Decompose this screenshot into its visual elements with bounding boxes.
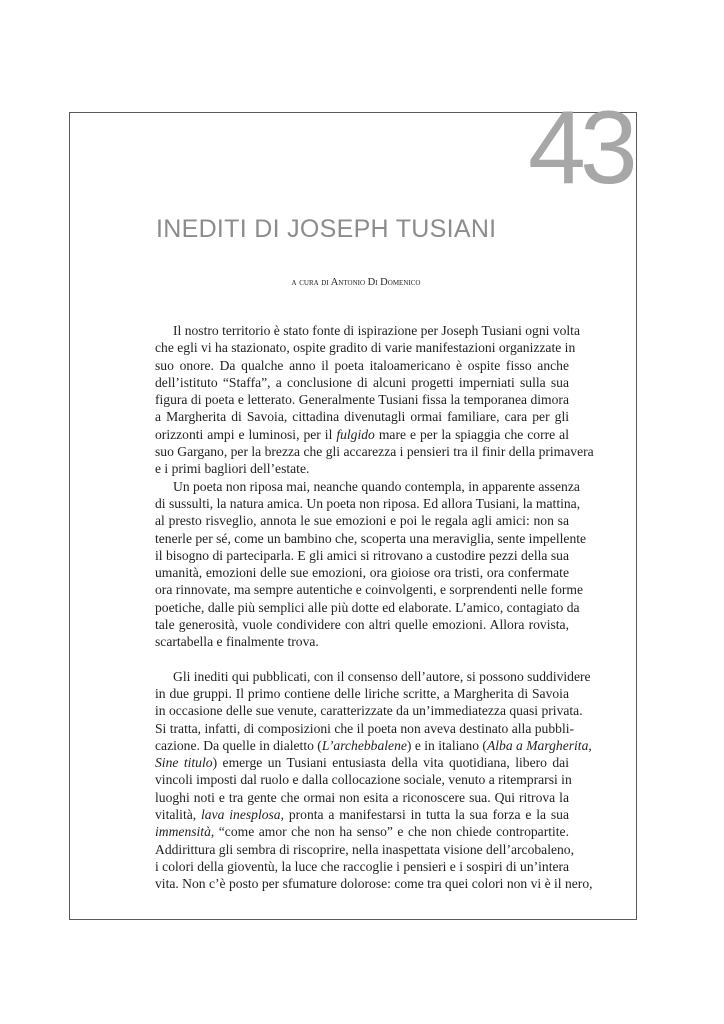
text-run: tenerle per sé, come un bambino che, scoperta una meraviglia, sente impellente (155, 530, 587, 546)
text-run: vincoli imposti dal ruolo e dalla collocazione sociale, venuto a ritemprarsi in (155, 772, 572, 788)
text-run: tale generosità, vuole condividere con altri quelle emozioni. Allora rovista, (155, 617, 569, 633)
text-run: in occasione delle sue venute, caratterizzate da un’immediatezza quasi privata. (155, 703, 583, 719)
text-line (155, 322, 580, 339)
italic-phrase: lava inesplosa (201, 807, 281, 823)
text-run: figura di poeta e letterato. Generalmente Tusiani fissa la temporanea dimora (155, 392, 569, 408)
text-line (155, 443, 594, 460)
text-line (155, 478, 580, 495)
text-run: orizzonti ampi e luminosi, per il (155, 426, 337, 442)
text-line (155, 720, 575, 737)
text-run: scartabella e finalmente trova. (155, 634, 319, 650)
text-line (155, 357, 569, 374)
text-line (155, 616, 569, 633)
text-run: mare e per la spiaggia che corre al (374, 426, 569, 442)
text-run: cazione. Da quelle in dialetto ( (155, 737, 322, 753)
body-paragraph (155, 322, 594, 478)
text-line (155, 754, 569, 771)
body-paragraph (155, 478, 587, 651)
text-line (155, 339, 576, 356)
text-line (155, 702, 583, 719)
text-run: suo Gargano, per la brezza che gli accarezza i pensieri tra il finir della primavera (155, 444, 594, 460)
text-line (155, 581, 584, 598)
text-run: , pronta a manifestarsi in tutta la sua forza e la sua (280, 807, 570, 823)
text-run: di sussulti, la natura amica. Un poeta non riposa. Ed allora Tusiani, la mattina, (155, 495, 581, 511)
text-line (155, 408, 569, 425)
text-run: che egli vi ha stazionato, ospite gradito di varie manifestazioni organizzate in (155, 340, 576, 356)
article-title: INEDITI DI JOSEPH TUSIANI (156, 215, 497, 243)
text-run: Gli inediti qui pubblicati, con il consenso dell’autore, si possono suddividere (173, 668, 591, 684)
text-run: , (588, 737, 592, 753)
text-run: dell’istituto “Staffa”, a conclusione di alcuni progetti imperniati sulla sua (155, 374, 569, 390)
text-run: Il nostro territorio è stato fonte di ispirazione per Joseph Tusiani ogni volta (173, 323, 580, 338)
text-run: luoghi noti e tra gente che ormai non esita a riconoscere sua. Qui ritrova la (155, 789, 569, 805)
article-byline: a cura di Antonio Di Domenico (291, 277, 421, 288)
text-line (155, 460, 569, 477)
text-line (155, 737, 592, 754)
text-run: il bisogno di parteciparla. E gli amici si ritrovano a custodire pezzi della sua (155, 547, 569, 563)
text-line (155, 495, 581, 512)
text-run: suo onore. Da qualche anno il poeta italoamericano è ospite fisso anche (155, 357, 569, 373)
text-run: in due gruppi. Il primo contiene delle liriche scritte, a Margherita di Savoia (155, 685, 569, 701)
text-run: , “come amor che non ha senso” e che non chiede contropartite. (210, 824, 569, 840)
text-line (155, 875, 593, 892)
text-run: Si tratta, infatti, di composizioni che il poeta non aveva destinato alla pubbli- (155, 720, 575, 736)
text-line (155, 547, 569, 564)
text-line (155, 426, 569, 443)
text-run: vitalità, (155, 807, 201, 823)
text-run: al presto risveglio, annota le sue emozioni e poi le regala agli amici: non sa (155, 513, 569, 529)
text-line (155, 374, 569, 391)
text-line (155, 530, 587, 547)
text-run: poetiche, dalle più semplici alle più dotte ed elaborate. L’amico, contagiato da (155, 599, 580, 615)
text-run: ) e in italiano ( (406, 737, 487, 753)
text-line (155, 685, 569, 702)
text-run: ) emerge un Tusiani entusiasta della vita quotidiana, libero dai (212, 755, 569, 771)
italic-phrase: Sine titulo (155, 755, 213, 771)
text-run: Addirittura gli sembra di riscoprire, nella inaspettata visione dell’arcobaleno, (155, 841, 574, 857)
italic-phrase: Alba a Margherita (486, 737, 589, 753)
text-line (155, 599, 580, 616)
text-line (155, 391, 569, 408)
text-run: i colori della gioventù, la luce che raccoglie i pensieri e i sospiri di un’intera (155, 858, 570, 874)
text-line (155, 668, 591, 685)
text-line (155, 512, 569, 529)
body-paragraph (155, 668, 593, 893)
italic-phrase: fulgido (336, 426, 375, 442)
text-line (155, 806, 569, 823)
text-run: umanità, emozioni delle sue emozioni, ora gioiose ora tristi, ora confermate (155, 565, 569, 581)
article-body (155, 322, 594, 893)
text-line (155, 841, 574, 858)
text-line (155, 771, 572, 788)
text-run: e i primi bagliori dell’estate. (155, 461, 310, 477)
text-run: vita. Non c’è posto per sfumature dolorose: come tra quei colori non vi è il nero, (155, 876, 593, 892)
text-line (155, 564, 569, 581)
text-run: a Margherita di Savoia, cittadina divenutagli ormai familiare, cara per gli (155, 409, 569, 425)
text-line (155, 858, 569, 875)
page-number: 43 (528, 90, 632, 206)
italic-phrase: immensità (155, 824, 211, 840)
text-line (155, 789, 569, 806)
italic-phrase: L’archebbalene (321, 737, 407, 753)
text-line (155, 633, 569, 650)
text-line (155, 823, 569, 840)
text-run: ora rinnovate, ma sempre autentiche e coinvolgenti, e sorprendenti nelle forme (155, 582, 584, 598)
text-run: Un poeta non riposa mai, neanche quando contempla, in apparente assenza (173, 478, 580, 494)
